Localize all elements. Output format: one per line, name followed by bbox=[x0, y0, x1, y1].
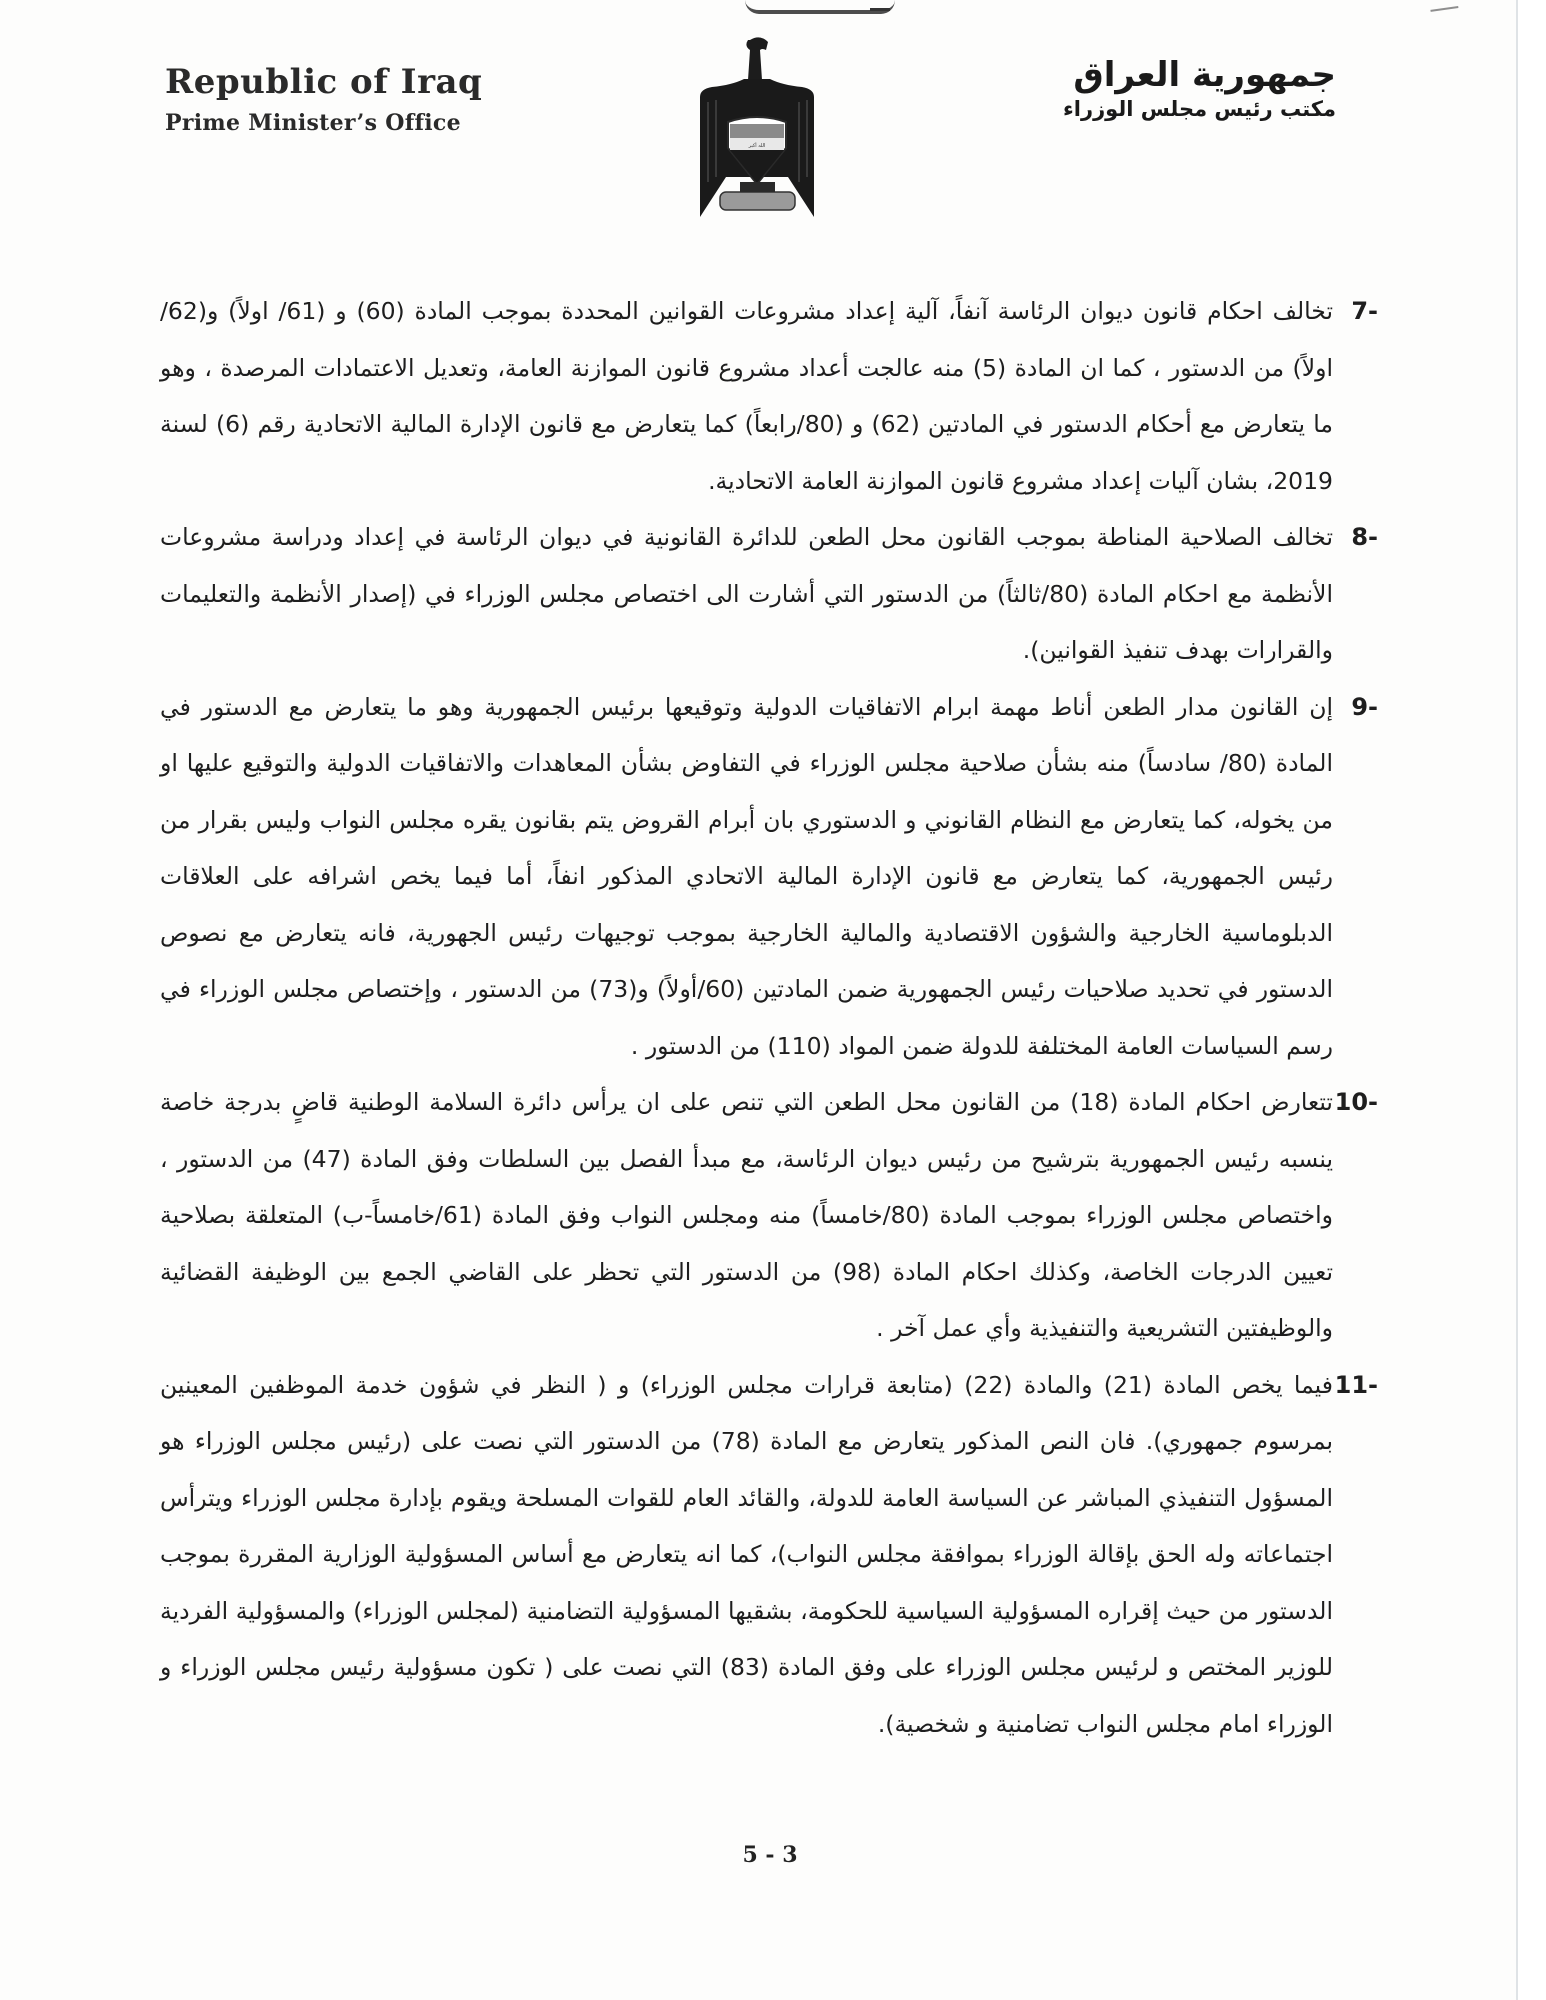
item-text: تتعارض احكام المادة (18) من القانون محل الطعن التي تنص على ان يرأس دائرة السلامة الوطنية قاضٍ بدرجة خاصة ينسبه رئيس الجمهورية بترشيح من رئيس ديوان الرئاسة، مع مبدأ الفصل بين السلطات وفق المادة (47) من الدستور ، واختصاص مجلس الوزراء بموجب المادة (80/خامساً) منه ومجلس النواب وفق المادة (61/خامساً-ب) المتعلقة بصلاحية تعيين الدرجات الخاصة، وكذلك احكام المادة (98) من الدستور التي تحظر على القاضي الجمع بين الوظيفة القضائية والوظيفتين التشريعية والتنفيذية وأي عمل آخر . bbox=[160, 1088, 1334, 1342]
item-number: 10- bbox=[1334, 1088, 1378, 1116]
stamp-fragment-mark bbox=[870, 0, 890, 11]
item-number: 8- bbox=[1351, 523, 1378, 551]
iraq-coat-of-arms-eagle-icon bbox=[690, 32, 825, 222]
letterhead-english bbox=[165, 62, 482, 136]
list-item-10 bbox=[160, 1074, 1378, 1357]
item-text: إن القانون مدار الطعن أناط مهمة ابرام الاتفاقيات الدولية وتوقيعها برئيس الجمهورية وهو ما يتعارض مع الدستور في المادة (80/ سادساً) منه بشأن صلاحية مجلس الوزراء في التفاوض بشأن المعاهدات والاتفاقيات الدولية والتوقيع عليها او من يخوله، كما يتعارض مع النظام القانوني و الدستوري بان أبرام القروض يتم بقانون يقره مجلس النواب وليس بقرار من رئيس الجمهورية، كما يتعارض مع قانون الإدارة المالية الاتحادي المذكور انفاً، أما فيما يخص اشرافه على العلاقات الدبلوماسية الخارجية والشؤون الاقتصادية والمالية الخارجية بموجب توجيهات رئيس الجهورية، فانه يتعارض مع نصوص الدستور في تحديد صلاحيات رئيس الجمهورية ضمن المادتين (60/أولاً) و(73) من الدستور ، وإختصاص مجلس الوزراء في رسم السياسات العامة المختلفة للدولة ضمن المواد (110) من الدستور . bbox=[160, 692, 1333, 1060]
item-number: 11- bbox=[1334, 1370, 1378, 1399]
page-number: 5 - 3 bbox=[742, 1842, 798, 1868]
list-item-9 bbox=[160, 679, 1378, 1075]
pen-mark bbox=[1430, 0, 1459, 12]
list-item-7 bbox=[160, 283, 1378, 509]
letterhead-english-title: Republic of Iraq bbox=[165, 62, 483, 102]
letterhead-arabic-title: جمهورية العراق bbox=[1073, 55, 1336, 95]
letterhead-arabic-subtitle: مكتب رئيس مجلس الوزراء bbox=[1063, 97, 1336, 121]
list-item-11 bbox=[160, 1357, 1378, 1753]
item-text: فيما يخص المادة (21) والمادة (22) (متابعة قرارات مجلس الوزراء) و ( النظر في شؤون خدمة الموظفين المعينين بمرسوم جمهوري). فان النص المذكور يتعارض مع المادة (78) من الدستور التي نصت على (رئيس مجلس الوزراء هو المسؤول التنفيذي المباشر عن السياسة العامة للدولة، والقائد العام للقوات المسلحة ويقوم بإدارة مجلس الوزراء ويترأس اجتماعاته وله الحق بإقالة الوزراء بموافقة مجلس النواب)، كما انه يتعارض مع أساس المسؤولية الوزارية المقررة بموجب الدستور من حيث إقراره المسؤولية السياسية للحكومة، بشقيها المسؤولية التضامنية (لمجلس الوزراء) والمسؤولية الفردية للوزير المختص و لرئيس مجلس الوزراء على وفق المادة (83) التي نصت على ( تكون مسؤولية رئيس مجلس الوزراء و الوزراء امام مجلس النواب تضامنية و شخصية). bbox=[160, 1370, 1333, 1738]
svg-text:الله أكبر: الله أكبر bbox=[748, 143, 766, 149]
letterhead-arabic bbox=[1063, 55, 1336, 121]
item-number: 7- bbox=[1351, 297, 1378, 325]
item-number: 9- bbox=[1351, 692, 1378, 721]
document-body bbox=[160, 283, 1378, 1752]
letterhead-english-subtitle: Prime Minister’s Office bbox=[165, 110, 461, 136]
list-item-8 bbox=[160, 509, 1378, 679]
item-text: تخالف احكام قانون ديوان الرئاسة آنفاً، آلية إعداد مشروعات القوانين المحددة بموجب المادة (60) و (61/ اولاً) و(62/اولاً) من الدستور ، كما ان المادة (5) منه عالجت أعداد مشروع قانون الموازنة العامة، وتعديل الاعتمادات المرصدة ، وهو ما يتعارض مع أحكام الدستور في المادتين (62) و (80/رابعاً) كما يتعارض مع قانون الإدارة المالية الاتحادية رقم (6) لسنة 2019، بشان آليات إعداد مشروع قانون الموازنة العامة الاتحادية. bbox=[160, 297, 1334, 495]
item-text: تخالف الصلاحية المناطة بموجب القانون محل الطعن للدائرة القانونية في ديوان الرئاسة في إعداد ودراسة مشروعات الأنظمة مع احكام المادة (80/ثالثاً) من الدستور التي أشارت الى اختصاص مجلس الوزراء في (إصدار الأنظمة والتعليمات والقرارات بهدف تنفيذ القوانين). bbox=[160, 523, 1333, 664]
